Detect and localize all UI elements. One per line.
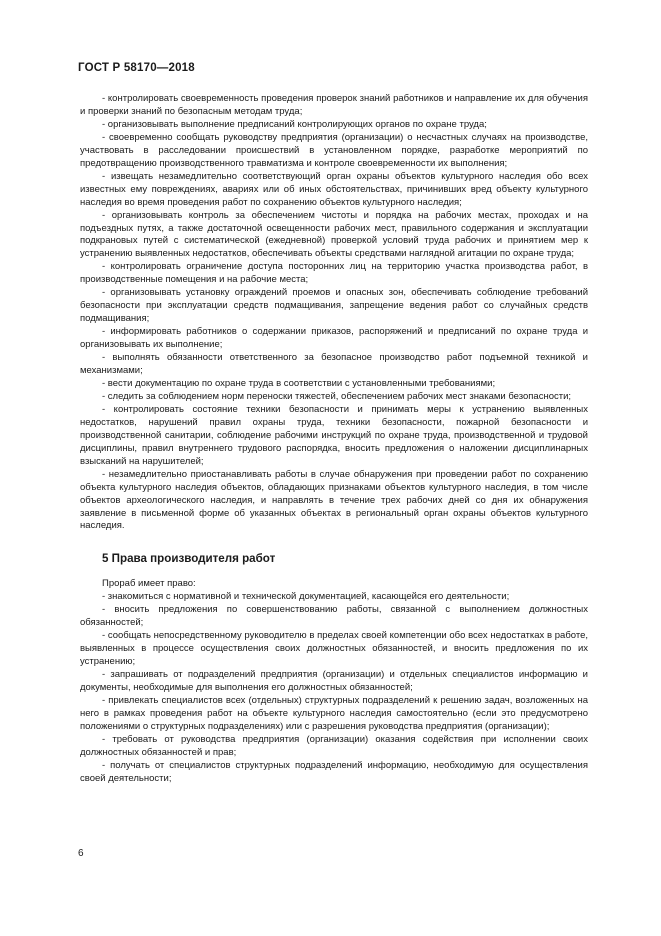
paragraph: - следить за соблюдением норм переноски тяжестей, обеспечением рабочих мест знаками безопасности; <box>102 390 572 402</box>
paragraph: - сообщать непосредственному руководителю в пределах своей компетенции обо всех недостатках в работе, выявленных в процессе осуществления своих должностных обязанностей, и вносить предложения по их устранению; <box>80 630 588 668</box>
paragraph: - своевременно сообщать руководству предприятия (организации) о несчастных случаях на производстве, участвовать в расследовании происшествий в установленном порядке, разработке мероприятий по предотвращению производственного травматизма и контроле своевременности их выполнения; <box>80 131 588 169</box>
paragraph: - контролировать состояние техники безопасности и принимать меры к устранению выявленных недостатков, нарушений правил охраны труда, техники безопасности, пожарной безопасности и производственной санитарии, соблюдение рабочими инструкций по охране труда, производственной и трудовой дисциплины, правил внутреннего трудового распорядка, вносить предложения о наложении дисциплинарных взысканий на нарушителей; <box>80 403 588 467</box>
paragraph: - контролировать ограничение доступа посторонних лиц на территорию участка производства работ, в производственные помещения и на рабочие места; <box>80 261 588 286</box>
paragraph: - требовать от руководства предприятия (организации) оказания содействия при исполнении своих должностных обязанностей и прав; <box>80 733 588 758</box>
paragraph: - запрашивать от подразделений предприятия (организации) и отдельных специалистов информацию и документы, необходимые для выполнения его должностных обязанностей; <box>80 669 588 693</box>
page-number: 6 <box>78 848 84 859</box>
paragraph: - извещать незамедлительно соответствующий орган охраны объектов культурного наследия обо всех известных ему повреждениях, авариях или об иных обстоятельствах, причинивших вред объекту культурного наследия во время проведения работ по сохранению объектов культурного наследия; <box>80 170 588 208</box>
standard-header: ГОСТ Р 58170—2018 <box>78 62 195 74</box>
section-heading: 5 Права производителя работ <box>102 552 276 566</box>
paragraph: - информировать работников о содержании приказов, распоряжений и предписаний по охране труда и организовывать их выполнение; <box>80 326 588 351</box>
paragraph: - незамедлительно приостанавливать работы в случае обнаружения при проведении работ по сохранению объекта культурного наследия объектов, обладающих признаками объектов культурного наследия, в том числе объектов археологического наследия, и направлять в течение трех рабочих дней со дня их обнаружения заявление в письменной форме об указанных объектах в региональный орган охраны объектов культурного наследия. <box>80 468 588 532</box>
paragraph: - вести документацию по охране труда в соответствии с установленными требованиями; <box>102 377 496 389</box>
paragraph: - получать от специалистов структурных подразделений информацию, необходимую для осуществления своей деятельности; <box>80 759 588 784</box>
paragraph: - знакомиться с нормативной и технической документацией, касающейся его деятельности; <box>102 591 510 603</box>
paragraph: - организовывать контроль за обеспечением чистоты и порядка на рабочих местах, проходах и на подъездных путях, а также достаточной освещенности рабочих мест, правильного содержания и эксплуатации подкрановых путей с систематической (ежедневной) проверкой условий труда рабочих и принятием мер к устранению выявленных недостатков, обеспечивать объекты средствами наглядной агитации по охране труда; <box>80 209 588 260</box>
paragraph: - организовывать установку ограждений проемов и опасных зон, обеспечивать соблюдение требований безопасности при эксплуатации средств подмащивания, запрещение ведения работ со случайных средств подмащивания; <box>80 287 588 325</box>
paragraph: Прораб имеет право: <box>102 578 196 590</box>
paragraph: - контролировать своевременность проведения проверок знаний работников и направление их для обучения и проверки знаний по безопасным методам труда; <box>80 93 588 117</box>
paragraph: - организовывать выполнение предписаний контролирующих органов по охране труда; <box>102 118 487 130</box>
paragraph: - выполнять обязанности ответственного за безопасное производство работ подъемной техникой и механизмами; <box>80 352 588 377</box>
body-text <box>80 93 588 786</box>
paragraph: - привлекать специалистов всех (отдельных) структурных подразделений к решению задач, возложенных на него в рамках проведения работ на объекте культурного наследия самостоятельно (если это предусмотрено положениями о структурных подразделениях) или с разрешения руководства предприятия (организации); <box>80 694 588 732</box>
paragraph: - вносить предложения по совершенствованию работы, связанной с выполнением должностных обязанностей; <box>80 604 588 629</box>
